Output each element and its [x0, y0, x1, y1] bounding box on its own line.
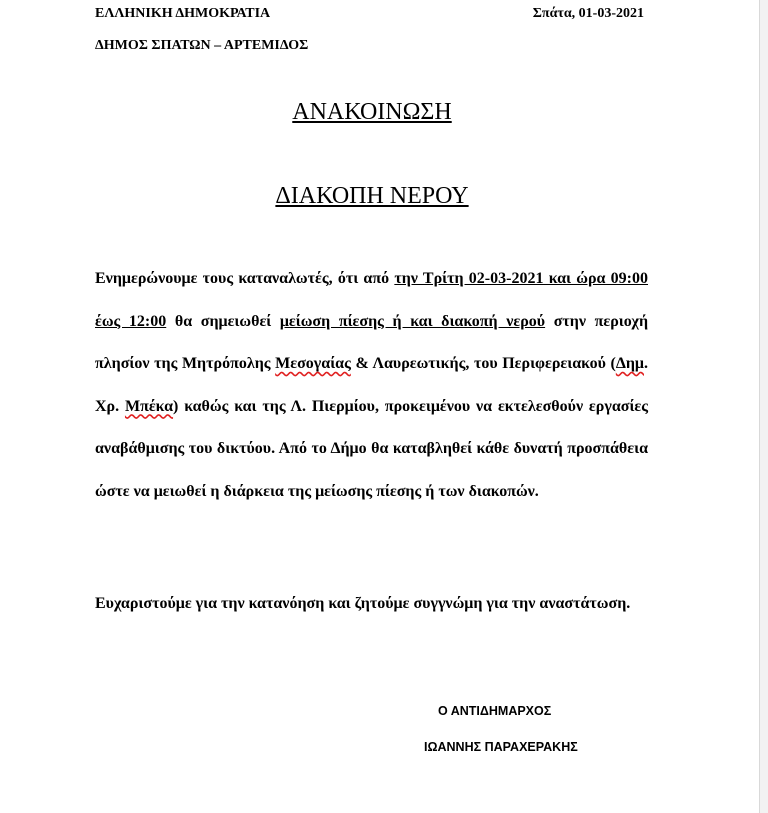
header-org-line2: ΔΗΜΟΣ ΣΠΑΤΩΝ – ΑΡΤΕΜΙΔΟΣ [95, 38, 309, 53]
p1-text-4: & Λαυρεωτικής, του Περιφερειακού ( [350, 355, 616, 372]
p1-spellcheck-word-1: Μεσογαίας [275, 355, 351, 372]
header-place-date: Σπάτα, 01-03-2021 [532, 6, 644, 21]
header-org-line1: ΕΛΛΗΝΙΚΗ ΔΗΜΟΚΡΑΤΙΑ [95, 6, 271, 21]
document-subtitle: ΔΙΑΚΟΠΗ ΝΕΡΟΥ [275, 183, 469, 209]
p1-outage-type: μείωση πίεσης ή και διακοπή νερού [279, 312, 546, 330]
signature-role: Ο ΑΝΤΙΔΗΜΑΡΧΟΣ [438, 704, 552, 718]
body-paragraph-2: Ευχαριστούμε για την κατανόηση και ζητούμε συγγνώμη για την αναστάτωση. [95, 595, 631, 612]
signature-name: ΙΩΑΝΝΗΣ ΠΑΡΑΧΕΡΑΚΗΣ [424, 740, 578, 754]
p1-spellcheck-word-3: Μπέκα [124, 397, 174, 415]
p1-text-3: στην περιοχή πλησίον της Μητρόπολης [95, 312, 649, 372]
document-title: ΑΝΑΚΟΙΝΩΣΗ [292, 99, 452, 125]
body-paragraph-1 [95, 258, 648, 513]
p1-spellcheck-word-2: Δημ [615, 355, 644, 372]
p1-text-2: θα σημειωθεί [166, 312, 280, 330]
page-edge [759, 0, 768, 813]
p1-text-1: Ενημερώνουμε τους καταναλωτές, ότι από [95, 270, 395, 287]
p1-text-5: . Χρ. [95, 355, 648, 415]
p1-text-6: ) καθώς και της Λ. Πιερμίου, προκειμένου να εκτελεσθούν εργασίες αναβάθμισης του δικτύου. Από το Δήμο θα καταβληθεί κάθε δυνατή προσπάθεια ώστε να μειωθεί η διάρκεια της μείωσης πίεσης ή των διακοπών. [95, 397, 648, 500]
p1-date-time: την Τρίτη 02-03-2021 και ώρα 09:00 έως 12:00 [95, 270, 649, 330]
